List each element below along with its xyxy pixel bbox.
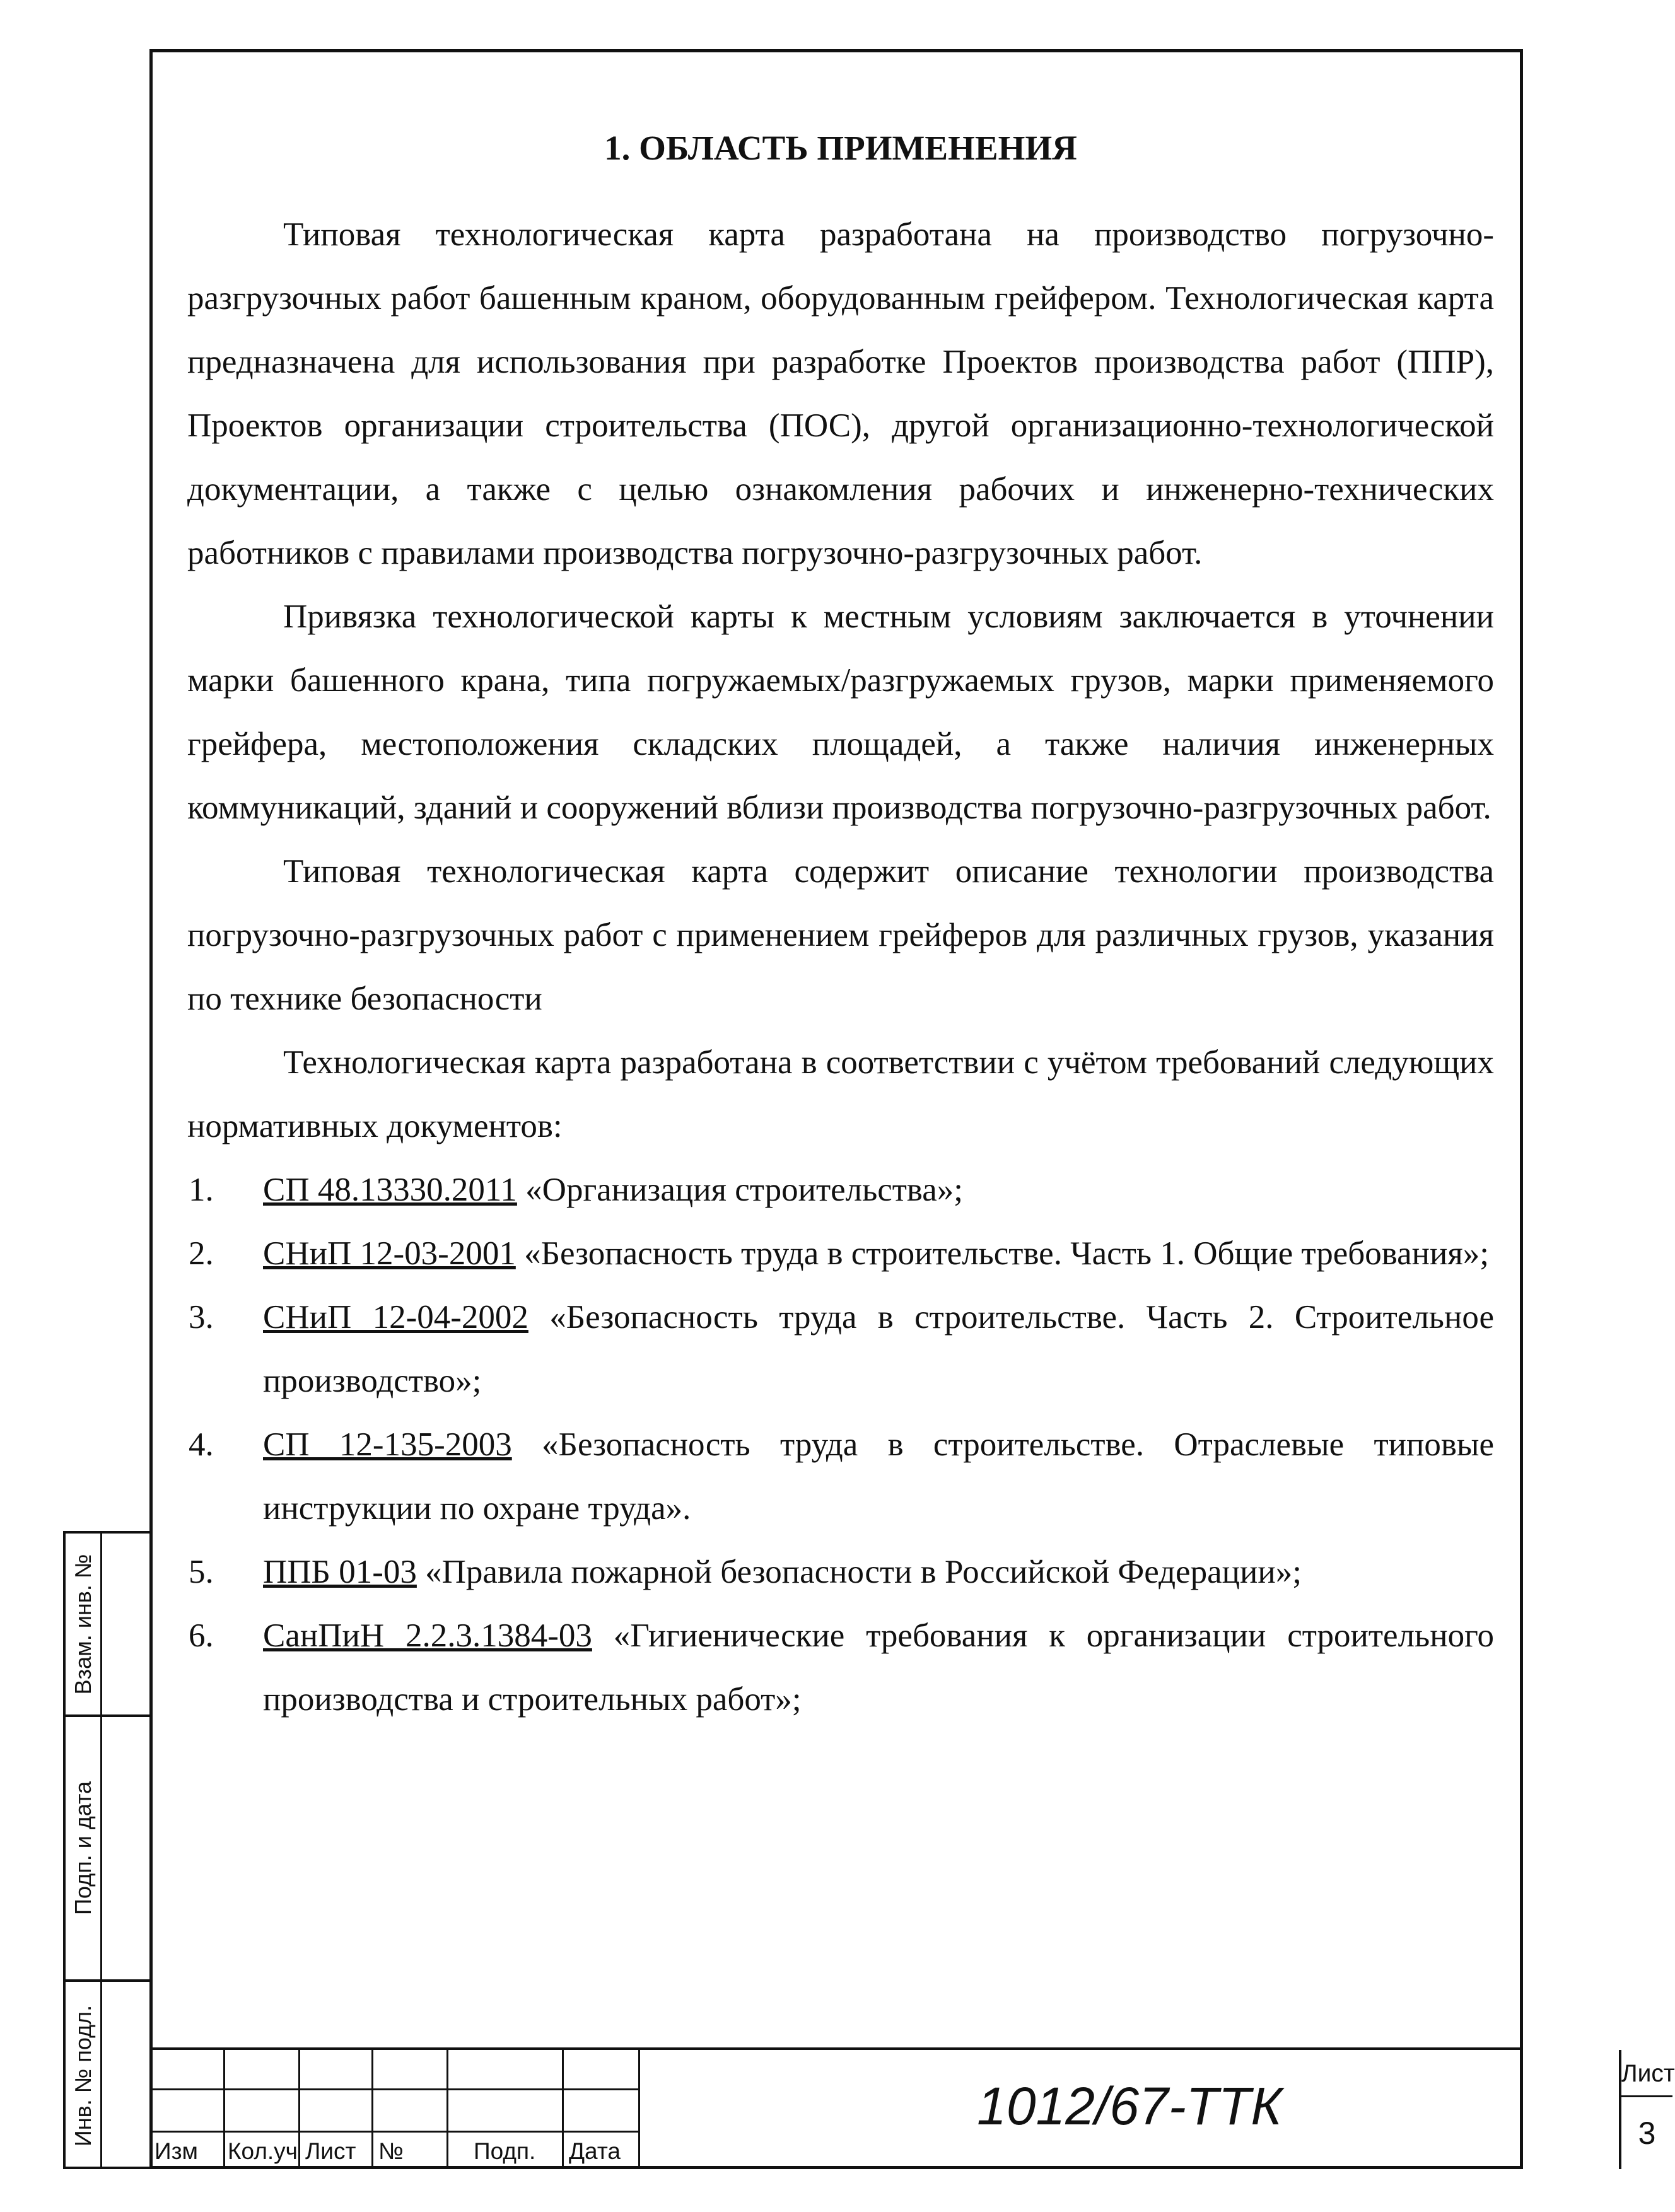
revision-header: Изм [155, 2138, 198, 2164]
list-item [187, 1158, 1494, 1222]
paragraph-scope: Типовая технологическая карта разработана на производство погрузочно-разгрузочных работ башенным краном, оборудованным грейфером. Технологическая карта предназначена для использования при разработке Проектов производства работ (ППР), Проектов организации строительства (ПОС), другой организационно-технологической документации, а также с целью ознакомления рабочих и инженерно-технических работников с правилами производства погрузочно-разгрузочных работ. [187, 216, 1494, 571]
list-item-number: 5. [189, 1554, 214, 1590]
replacement-inventory-label: Взам. инв. № [69, 1553, 96, 1695]
list-item [187, 1604, 1494, 1732]
side-stamp [63, 1531, 149, 2169]
quantity-header: Кол.уч [228, 2138, 298, 2164]
document-code: 1012/67-ТТК [977, 2076, 1282, 2136]
document-reference: СанПиН 2.2.3.1384-03 [263, 1617, 592, 1654]
original-inventory-label: Инв. № подл. [69, 2005, 96, 2146]
list-item-number: 1. [189, 1172, 214, 1208]
list-item [187, 1540, 1494, 1604]
list-item-number: 6. [189, 1617, 214, 1654]
document-reference: СП 48.13330.2011 [263, 1172, 517, 1208]
list-item-number: 4. [189, 1426, 214, 1463]
document-title: «Безопасность труда в строительстве. Часть 1. Общие требования»; [515, 1235, 1489, 1272]
side-stamp-signature-row [66, 1717, 149, 1982]
document-reference: СНиП 12-03-2001 [263, 1235, 516, 1272]
signature-date-label: Подп. и дата [69, 1781, 96, 1916]
list-item [187, 1222, 1494, 1286]
document-title: «Гигиенические требования к организации строительного производства и строительных работ»; [263, 1617, 1494, 1718]
document-reference: СП 12-135-2003 [263, 1426, 512, 1463]
sheet-number-box [1619, 2050, 1675, 2169]
side-stamp-label-cell [66, 1982, 102, 2169]
paragraph-binding: Привязка технологической карты к местным условиям заключается в уточнении марки башенного крана, типа погружаемых/разгружаемых грузов, марки применяемого грейфера, местоположения складских площадей, а также наличия инженерных коммуникаций, зданий и сооружений вблизи производства погрузочно-разгрузочных работ. [187, 598, 1494, 826]
list-item-number: 3. [189, 1299, 214, 1336]
side-stamp-original-row [66, 1982, 149, 2169]
page-content [187, 126, 1494, 1732]
sheet-header: Лист [305, 2138, 356, 2164]
side-stamp-label-cell [66, 1717, 102, 1979]
side-stamp-replacement-row [66, 1534, 149, 1717]
paragraph-standards-intro: Технологическая карта разработана в соответствии с учётом требований следующих нормативных документов: [187, 1044, 1494, 1144]
normative-documents-list [187, 1158, 1494, 1732]
sheet-number: 3 [1638, 2116, 1656, 2151]
list-item [187, 1286, 1494, 1413]
side-stamp-label-cell [66, 1534, 102, 1714]
signature-header: Подп. [474, 2138, 536, 2164]
paragraph-contents: Типовая технологическая карта содержит описание технологии производства погрузочно-разгрузочных работ с применением грейферов для различных грузов, указания по технике безопасности [187, 853, 1494, 1017]
document-title: «Организация строительства»; [517, 1172, 964, 1208]
document-title: «Правила пожарной безопасности в Российской Федерации»; [416, 1554, 1302, 1590]
list-item [187, 1413, 1494, 1540]
document-title: «Безопасность труда в строительстве. Отраслевые типовые инструкции по охране труда». [263, 1426, 1494, 1527]
title-block [149, 2047, 1675, 2169]
document-title: «Безопасность труда в строительстве. Часть 2. Строительное производство»; [263, 1299, 1494, 1399]
date-header: Дата [569, 2138, 621, 2164]
document-reference: СНиП 12-04-2002 [263, 1299, 528, 1336]
document-reference: ППБ 01-03 [263, 1554, 417, 1590]
doc-number-header: № [378, 2138, 404, 2164]
sheet-label: Лист [1621, 2050, 1672, 2097]
section-title: 1. ОБЛАСТЬ ПРИМЕНЕНИЯ [604, 129, 1077, 167]
list-item-number: 2. [189, 1235, 214, 1272]
